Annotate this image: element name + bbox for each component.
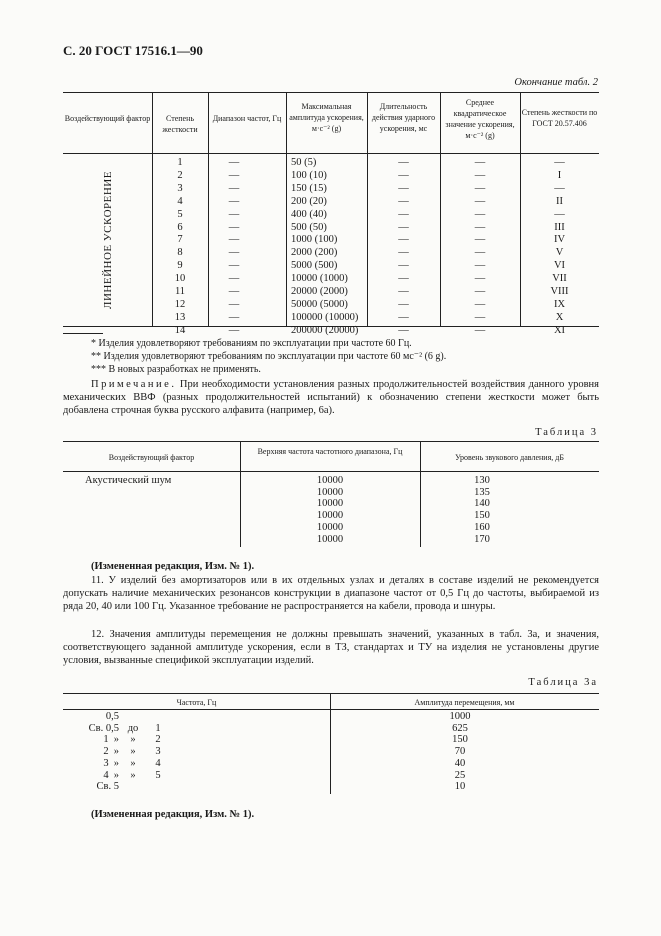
degree-cell: 3 <box>177 182 183 194</box>
rms-column <box>440 157 520 338</box>
gost-cell: III <box>554 221 565 233</box>
gost-cell: VIII <box>550 286 569 298</box>
t3a-freq-lower-cell <box>100 781 112 793</box>
rms-cell: — <box>474 311 486 323</box>
degree-cell: 8 <box>177 247 183 259</box>
range-cell: — <box>228 298 240 310</box>
range-cell: — <box>228 311 240 323</box>
col-header-rms: Среднее квадратическое значение ускорения, м·с⁻² (g) <box>445 98 515 140</box>
gost-cell: VII <box>552 273 567 285</box>
t3-level-cell: 130 <box>474 475 490 486</box>
col-header-range: Диапазон частот, Гц <box>212 114 282 123</box>
t3-frequency-cell: 10000 <box>316 498 344 510</box>
gost-cell: II <box>556 195 563 207</box>
range-cell: — <box>228 182 240 194</box>
t3a-freq-word-cell: » <box>130 734 136 746</box>
t3a-amplitude-cell: 10 <box>454 781 466 793</box>
duration-cell: — <box>398 324 409 336</box>
t3a-freq-upper-cell <box>150 781 166 793</box>
range-cell: — <box>228 273 240 285</box>
t3a-freq-prefix-cell: » <box>113 769 119 781</box>
gost-cell: IV <box>553 234 566 246</box>
amplitude-cell: 400 (40) <box>291 208 327 220</box>
t3-frequency-cell: 10000 <box>316 533 344 545</box>
col-header-gost: Степень жесткости по ГОСТ 20.57.406 <box>521 108 598 128</box>
footnote-1: * Изделия удовлетворяют требованиям по эксплуатации при частоте 60 Гц. <box>91 338 412 349</box>
gost-cell: — <box>554 157 565 168</box>
t3a-freq-to-word <box>122 711 144 793</box>
degree-cell: 10 <box>174 273 186 285</box>
rms-cell: — <box>474 221 486 233</box>
t3-frequency-column <box>240 475 420 545</box>
t3a-amplitude-cell: 150 <box>452 734 468 746</box>
col-header-duration: Длительность действия ударного ускорения, мс <box>371 102 436 133</box>
rms-cell: — <box>474 273 486 285</box>
amplitude-column <box>291 157 358 338</box>
col-header-degree: Степень жесткости <box>162 114 198 134</box>
gost-cell: X <box>555 311 564 323</box>
t3-level-cell: 135 <box>474 486 490 498</box>
amplitude-cell: 5000 (500) <box>291 260 338 272</box>
duration-cell: — <box>398 311 409 323</box>
range-column <box>208 157 260 338</box>
t3a-freq-lower-cell: 1 <box>103 734 109 746</box>
t3a-freq-lower-cell <box>100 711 112 723</box>
footnote-3: *** В новых разработках не применять. <box>91 364 261 375</box>
rms-cell: — <box>474 298 486 310</box>
paragraph-12-text: 12. Значения амплитуды перемещения не должны превышать значений, указанных в табл. 3а, и значения, соответствующего заданной амплитуде ускорения, если в ТЗ, стандартах и ТУ на изделия не установлены другие условия, вызванные спецификой эксплуатации изделий. <box>63 629 599 666</box>
rms-cell: — <box>474 286 486 298</box>
t3a-freq-lower-cell: 2 <box>103 746 109 758</box>
rms-cell: — <box>474 234 486 246</box>
degree-cell: 4 <box>177 195 183 207</box>
table-continuation-label: Окончание табл. 2 <box>514 77 598 88</box>
t3a-freq-to <box>150 711 166 793</box>
duration-cell: — <box>398 169 409 181</box>
t3-header-level: Уровень звукового давления, дБ <box>455 453 564 462</box>
degree-cell: 7 <box>177 234 183 246</box>
duration-cell: — <box>398 182 409 194</box>
note-paragraph <box>63 378 599 417</box>
degree-cell: 13 <box>174 311 186 323</box>
range-cell: — <box>228 195 240 207</box>
t3-frequency-cell: 10000 <box>316 510 344 522</box>
t3-level-cell: 140 <box>474 498 490 510</box>
t3a-freq-word-cell: » <box>130 757 136 769</box>
t3a-freq-upper-cell: 5 <box>155 769 161 781</box>
amplitude-cell: 10000 (1000) <box>291 273 348 285</box>
t3a-freq-lower-cell: 4 <box>103 769 109 781</box>
rms-cell: — <box>474 157 486 168</box>
gost-cell: V <box>555 247 564 259</box>
range-cell: — <box>228 247 240 259</box>
rms-cell: — <box>474 182 486 194</box>
amplitude-cell: 50000 (5000) <box>291 298 348 310</box>
duration-cell: — <box>398 260 409 272</box>
t3-level-cell: 150 <box>474 510 490 522</box>
amendment-note-1: (Измененная редакция, Изм. № 1). <box>91 561 255 572</box>
duration-cell: — <box>398 195 409 207</box>
t3-level-cell: 160 <box>474 521 490 533</box>
t3-header-frequency: Верхняя частота частотного диапазона, Гц <box>257 447 403 456</box>
range-cell: — <box>228 221 240 233</box>
duration-cell: — <box>398 298 409 310</box>
duration-cell: — <box>398 273 409 285</box>
t3-frequency-cell: 10000 <box>316 521 344 533</box>
t3a-freq-prefix-cell: » <box>113 734 119 746</box>
range-cell: — <box>228 208 240 220</box>
amendment-note-2: (Измененная редакция, Изм. № 1). <box>91 809 255 820</box>
amplitude-cell: 500 (50) <box>291 221 327 233</box>
t3a-amplitude-cell: 40 <box>454 757 466 769</box>
degree-cell: 12 <box>174 298 186 310</box>
gost-cell: IX <box>553 298 566 310</box>
t3a-amplitude-cell: 70 <box>454 746 466 758</box>
t3a-freq-word-cell: до <box>127 722 139 734</box>
degree-cell: 2 <box>177 169 183 181</box>
table-3-title: Таблица 3 <box>535 427 598 438</box>
t3a-freq-prefix-cell: 0,5 <box>105 711 119 722</box>
footnote-2: ** Изделия удовлетворяют требованиям по эксплуатации при частоте 60 мс⁻² (6 g). <box>91 351 447 362</box>
amplitude-cell: 20000 (2000) <box>291 286 348 298</box>
duration-cell: — <box>398 234 409 246</box>
t3a-freq-prefix-cell: » <box>113 746 119 758</box>
range-cell: — <box>228 324 240 336</box>
amplitude-cell: 2000 (200) <box>291 247 338 259</box>
degree-cell: 9 <box>177 260 183 272</box>
t3a-freq-word-cell <box>122 781 144 793</box>
note-label: Примечание. <box>91 379 177 390</box>
t3-frequency-cell: 10000 <box>316 475 344 486</box>
range-cell: — <box>228 286 240 298</box>
degree-cell: 6 <box>177 221 183 233</box>
t3a-freq-upper-cell: 3 <box>155 746 161 758</box>
t3a-amplitude-cell: 625 <box>452 722 468 734</box>
t3a-header-amplitude: Амплитуда перемещения, мм <box>414 698 515 707</box>
amplitude-cell: 1000 (100) <box>291 234 338 246</box>
t3-level-cell: 170 <box>474 533 490 545</box>
t3-header-factor: Воздействующий фактор <box>108 453 195 462</box>
amplitude-cell: 200 (20) <box>291 195 327 207</box>
gost-cell: — <box>554 182 565 194</box>
duration-cell: — <box>398 286 409 298</box>
duration-cell: — <box>398 221 409 233</box>
t3a-amplitude-column <box>420 711 500 793</box>
col-header-amplitude: Максимальная амплитуда ускорения, м·с⁻² (g) <box>289 102 364 133</box>
rms-cell: — <box>474 195 486 207</box>
t3a-freq-prefix-cell: » <box>113 757 119 769</box>
duration-column <box>367 157 440 338</box>
t3a-header-frequency: Частота, Гц <box>176 698 217 707</box>
range-cell: — <box>228 234 240 246</box>
paragraph-11-text: 11. У изделий без амортизаторов или в их отдельных узлах и деталях в составе изделий не рекомендуется допускать наличие механических резонансов конструкции в диапазоне частот от 0,5 Гц до частоты, выбираемой из ряда 20, 40 или 100 Гц. Указанное требование не распространяется на кабели, провода и шнуры. <box>63 575 599 612</box>
range-cell: — <box>228 157 240 168</box>
table-3a-title: Таблица 3а <box>528 677 598 688</box>
degree-cell: 11 <box>174 286 186 298</box>
t3a-freq-word-cell: » <box>130 769 136 781</box>
t3-level-column <box>420 475 544 545</box>
gost-cell: I <box>557 169 562 181</box>
paragraph-11 <box>63 574 599 613</box>
footnote-rule <box>63 333 103 334</box>
t3a-freq-from-num <box>100 711 112 793</box>
degree-cell: 14 <box>174 324 186 336</box>
amplitude-cell: 50 (5) <box>291 157 317 168</box>
amplitude-cell: 100 (10) <box>291 169 327 181</box>
amplitude-cell: 150 (15) <box>291 182 327 194</box>
t3a-amplitude-cell: 25 <box>454 769 466 781</box>
page-header: С. 20 ГОСТ 17516.1—90 <box>63 43 203 58</box>
t3a-freq-upper-cell: 2 <box>155 734 161 746</box>
t3a-freq-word-cell: » <box>130 746 136 758</box>
t3a-freq-lower-cell <box>100 723 112 735</box>
range-cell: — <box>228 169 240 181</box>
duration-cell: — <box>398 247 409 259</box>
rms-cell: — <box>474 324 486 336</box>
t3a-freq-word-cell <box>122 711 144 723</box>
amplitude-cell: 100000 (10000) <box>291 311 359 323</box>
t3a-freq-upper-cell: 1 <box>155 722 161 734</box>
t3a-freq-lower-cell: 3 <box>103 757 109 769</box>
rms-cell: — <box>474 247 486 259</box>
t3-frequency-cell: 10000 <box>316 486 344 498</box>
gost-cell: VI <box>553 260 566 272</box>
t3a-freq-prefix-cell: Св. 5 <box>96 781 119 793</box>
duration-cell: — <box>398 157 409 168</box>
factor-linear-acceleration: ЛИНЕЙНОЕ УСКОРЕНИЕ <box>102 171 114 309</box>
rms-cell: — <box>474 169 486 181</box>
range-cell: — <box>228 260 240 272</box>
t3-factor-acoustic-noise: Акустический шум <box>85 475 172 486</box>
t3a-freq-upper-cell <box>150 711 166 723</box>
t3a-freq-upper-cell: 4 <box>155 757 161 769</box>
rms-cell: — <box>474 260 486 272</box>
gost-column <box>520 157 599 338</box>
degree-cell: 1 <box>177 157 183 168</box>
duration-cell: — <box>398 208 409 220</box>
amplitude-cell: 200000 (20000) <box>291 324 359 336</box>
paragraph-12 <box>63 628 599 667</box>
note-text: При необходимости установления разных продолжительностей воздействия данного уровня механических ВВФ (разных продолжительностей испытаний) к обозначению степени жесткости может быть добавлена строчная буква русского алфавита (например, 6а). <box>63 379 599 416</box>
col-header-factor: Воздействующий фактор <box>64 114 151 123</box>
gost-cell: — <box>554 208 565 220</box>
degree-cell: 5 <box>177 208 183 220</box>
gost-cell: XI <box>553 324 566 336</box>
degree-column <box>152 157 208 338</box>
t3a-amplitude-cell: 1000 <box>449 711 471 722</box>
t3a-freq-prefix-cell: Св. 0,5 <box>88 722 119 734</box>
rms-cell: — <box>474 208 486 220</box>
